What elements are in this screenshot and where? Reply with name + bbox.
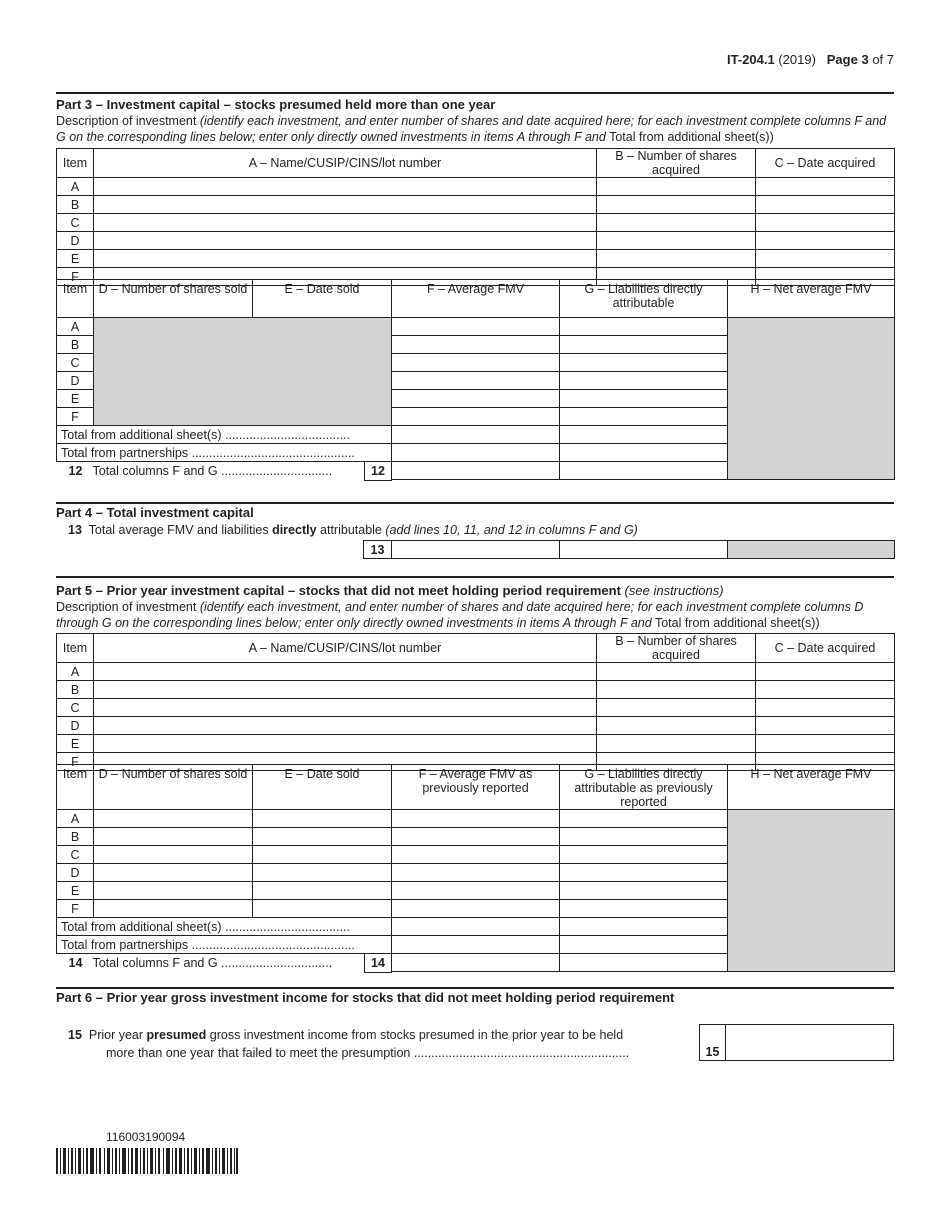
line15-number-box xyxy=(699,1024,725,1061)
c-field[interactable] xyxy=(756,699,895,717)
part3-title: Part 3 – Investment capital – stocks presumed held more than one year xyxy=(56,97,496,112)
form-year: (2019) xyxy=(778,52,816,67)
item-label: E xyxy=(57,390,94,408)
item-label: A xyxy=(57,318,94,336)
e-field[interactable] xyxy=(253,882,392,900)
f-field[interactable] xyxy=(392,900,560,918)
item-label: A xyxy=(57,810,94,828)
line15-field[interactable] xyxy=(725,1024,894,1061)
part3-values-table xyxy=(56,279,895,480)
g-field[interactable] xyxy=(560,408,728,426)
item-label: C xyxy=(57,214,94,232)
line-box: 12 xyxy=(364,461,392,481)
item-label: D xyxy=(57,717,94,735)
f-field[interactable] xyxy=(392,918,560,936)
item-label: E xyxy=(57,250,94,268)
g-field[interactable] xyxy=(560,864,728,882)
g-field[interactable] xyxy=(560,918,728,936)
b-field[interactable] xyxy=(597,196,756,214)
f-field[interactable] xyxy=(392,390,560,408)
shaded-area xyxy=(728,810,895,972)
part4-rule xyxy=(56,502,894,504)
f-field[interactable] xyxy=(392,864,560,882)
a-field[interactable] xyxy=(94,735,597,753)
part3-rule xyxy=(56,92,894,94)
item-label: D xyxy=(57,372,94,390)
part6-title: Part 6 – Prior year gross investment income for stocks that did not meet holding period requirement xyxy=(56,990,675,1005)
col-e-header: E – Date sold xyxy=(253,765,392,810)
a-field[interactable] xyxy=(94,699,597,717)
d-field[interactable] xyxy=(94,810,253,828)
item-label: C xyxy=(57,354,94,372)
item-label: A xyxy=(57,178,94,196)
shaded-area xyxy=(728,541,895,559)
a-field[interactable] xyxy=(94,232,597,250)
a-field[interactable] xyxy=(94,214,597,232)
f-field[interactable] xyxy=(392,882,560,900)
f-field[interactable] xyxy=(392,354,560,372)
item-label: F xyxy=(57,268,94,286)
item-label: B xyxy=(57,681,94,699)
item-label: B xyxy=(57,828,94,846)
d-field[interactable] xyxy=(94,828,253,846)
page-label: Page 3 xyxy=(826,52,869,67)
col-item-header: Item xyxy=(57,634,94,663)
g-field[interactable] xyxy=(560,846,728,864)
total-partnerships-label: Total from partnerships ............................................... xyxy=(57,444,392,462)
d-field[interactable] xyxy=(94,864,253,882)
line-box: 14 xyxy=(364,953,392,973)
part5-acquired-table xyxy=(56,633,895,771)
page-of: of 7 xyxy=(872,52,894,67)
g-field[interactable] xyxy=(560,810,728,828)
item-label: F xyxy=(57,753,94,771)
c-field[interactable] xyxy=(756,681,895,699)
item-label: C xyxy=(57,699,94,717)
c-field[interactable] xyxy=(756,232,895,250)
part5-title: Part 5 – Prior year investment capital – stocks that did not meet holding period requirement (see instructions) xyxy=(56,583,724,598)
form-number: IT-204.1 xyxy=(727,52,775,67)
a-field[interactable] xyxy=(94,681,597,699)
col-c-header: C – Date acquired xyxy=(756,149,895,178)
total-additional-label: Total from additional sheet(s) .................................... xyxy=(57,426,392,444)
col-g-header: G – Liabilities directly attributable as previously reported xyxy=(560,765,728,810)
f-field[interactable] xyxy=(392,426,560,444)
barcode-number: 116003190094 xyxy=(106,1130,186,1144)
total-partnerships-label: Total from partnerships ............................................... xyxy=(57,936,392,954)
b-field[interactable] xyxy=(597,699,756,717)
item-label: E xyxy=(57,882,94,900)
b-field[interactable] xyxy=(597,681,756,699)
g-field[interactable] xyxy=(560,354,728,372)
item-label: A xyxy=(57,663,94,681)
col-d-header: D – Number of shares sold xyxy=(94,765,253,810)
shaded-area xyxy=(94,318,392,426)
total-additional-label: Total from additional sheet(s) .................................... xyxy=(57,918,392,936)
g-field[interactable] xyxy=(560,336,728,354)
f-field[interactable] xyxy=(392,318,560,336)
col-a-header: A – Name/CUSIP/CINS/lot number xyxy=(94,149,597,178)
g-field[interactable] xyxy=(560,390,728,408)
line-number: 12 xyxy=(68,464,83,478)
item-label: D xyxy=(57,864,94,882)
f-field[interactable] xyxy=(392,541,560,559)
f-field[interactable] xyxy=(392,846,560,864)
a-field[interactable] xyxy=(94,663,597,681)
col-item-header: Item xyxy=(57,765,94,810)
g-field[interactable] xyxy=(560,882,728,900)
col-h-header: H – Net average FMV xyxy=(728,280,895,318)
col-g-header: G – Liabilities directly attributable xyxy=(560,280,728,318)
item-label: E xyxy=(57,735,94,753)
b-field[interactable] xyxy=(597,663,756,681)
e-field[interactable] xyxy=(253,846,392,864)
line14-label: Total columns F and G ................................ xyxy=(92,956,333,970)
part3-description: Description of investment (identify each investment, and enter number of shares and date acquired here; for each investment complete columns F and G on the corresponding lines below; enter only directly owned investments in items A through F and Total from additional sheet(s)) xyxy=(56,114,887,144)
item-label: F xyxy=(57,408,94,426)
f-field[interactable] xyxy=(392,444,560,462)
f-field[interactable] xyxy=(392,462,560,480)
shaded-area xyxy=(728,318,895,480)
c-field[interactable] xyxy=(756,196,895,214)
item-label: C xyxy=(57,846,94,864)
g-field[interactable] xyxy=(560,936,728,954)
e-field[interactable] xyxy=(253,828,392,846)
part4-title: Part 4 – Total investment capital xyxy=(56,505,254,520)
c-field[interactable] xyxy=(756,735,895,753)
part6-rule xyxy=(56,987,894,989)
b-field[interactable] xyxy=(597,232,756,250)
g-field[interactable] xyxy=(560,954,728,972)
a-field[interactable] xyxy=(94,250,597,268)
a-field[interactable] xyxy=(94,717,597,735)
d-field[interactable] xyxy=(94,846,253,864)
d-field[interactable] xyxy=(94,882,253,900)
col-a-header: A – Name/CUSIP/CINS/lot number xyxy=(94,634,597,663)
line14-label-cell xyxy=(57,954,392,972)
col-item-header: Item xyxy=(57,149,94,178)
col-h-header: H – Net average FMV xyxy=(728,765,895,810)
b-field[interactable] xyxy=(597,735,756,753)
item-label: B xyxy=(57,196,94,214)
a-field[interactable] xyxy=(94,196,597,214)
e-field[interactable] xyxy=(253,810,392,828)
item-label: B xyxy=(57,336,94,354)
c-field[interactable] xyxy=(756,214,895,232)
col-e-header: E – Date sold xyxy=(253,280,392,318)
f-field[interactable] xyxy=(392,828,560,846)
g-field[interactable] xyxy=(560,541,728,559)
item-label: D xyxy=(57,232,94,250)
f-field[interactable] xyxy=(392,936,560,954)
col-d-header: D – Number of shares sold xyxy=(94,280,253,318)
col-f-header: F – Average FMV xyxy=(392,280,560,318)
line12-label-cell xyxy=(57,462,392,480)
c-field[interactable] xyxy=(756,178,895,196)
col-b-header: B – Number of shares acquired xyxy=(597,149,756,178)
line15-text-2: more than one year that failed to meet the presumption .............................................................. xyxy=(106,1046,630,1060)
b-field[interactable] xyxy=(597,717,756,735)
line-box: 13 xyxy=(364,541,392,559)
barcode-icon xyxy=(56,1148,238,1174)
g-field[interactable] xyxy=(560,462,728,480)
g-field[interactable] xyxy=(560,318,728,336)
e-field[interactable] xyxy=(253,900,392,918)
f-field[interactable] xyxy=(392,408,560,426)
b-field[interactable] xyxy=(597,178,756,196)
g-field[interactable] xyxy=(560,372,728,390)
col-f-header: F – Average FMV as previously reported xyxy=(392,765,560,810)
page-header xyxy=(727,52,894,67)
part5-description: Description of investment (identify each investment, and enter number of shares and date acquired here; for each investment complete columns D through G on the corresponding lines below; enter only directly owned investments in items A through F and Total from additional sheet(s)) xyxy=(56,600,864,630)
f-field[interactable] xyxy=(392,336,560,354)
line-box: 15 xyxy=(705,1045,720,1059)
item-label: F xyxy=(57,900,94,918)
line12-label: Total columns F and G ................................ xyxy=(92,464,333,478)
c-field[interactable] xyxy=(756,250,895,268)
line13-table xyxy=(363,540,895,559)
c-field[interactable] xyxy=(756,663,895,681)
part3-acquired-table xyxy=(56,148,895,286)
c-field[interactable] xyxy=(756,717,895,735)
line-number: 14 xyxy=(68,956,83,970)
f-field[interactable] xyxy=(392,954,560,972)
g-field[interactable] xyxy=(560,828,728,846)
g-field[interactable] xyxy=(560,444,728,462)
col-b-header: B – Number of shares acquired xyxy=(597,634,756,663)
f-field[interactable] xyxy=(392,372,560,390)
b-field[interactable] xyxy=(597,214,756,232)
line13-text: 13 Total average FMV and liabilities directly attributable (add lines 10, 11, and 12 in columns F and G) xyxy=(68,523,638,537)
g-field[interactable] xyxy=(560,900,728,918)
line15-text-1: 15 Prior year presumed gross investment income from stocks presumed in the prior year to be held xyxy=(68,1028,624,1042)
b-field[interactable] xyxy=(597,250,756,268)
col-c-header: C – Date acquired xyxy=(756,634,895,663)
part5-values-table xyxy=(56,764,895,972)
d-field[interactable] xyxy=(94,900,253,918)
f-field[interactable] xyxy=(392,810,560,828)
part5-rule xyxy=(56,576,894,578)
e-field[interactable] xyxy=(253,864,392,882)
a-field[interactable] xyxy=(94,178,597,196)
col-item-header: Item xyxy=(57,280,94,318)
g-field[interactable] xyxy=(560,426,728,444)
